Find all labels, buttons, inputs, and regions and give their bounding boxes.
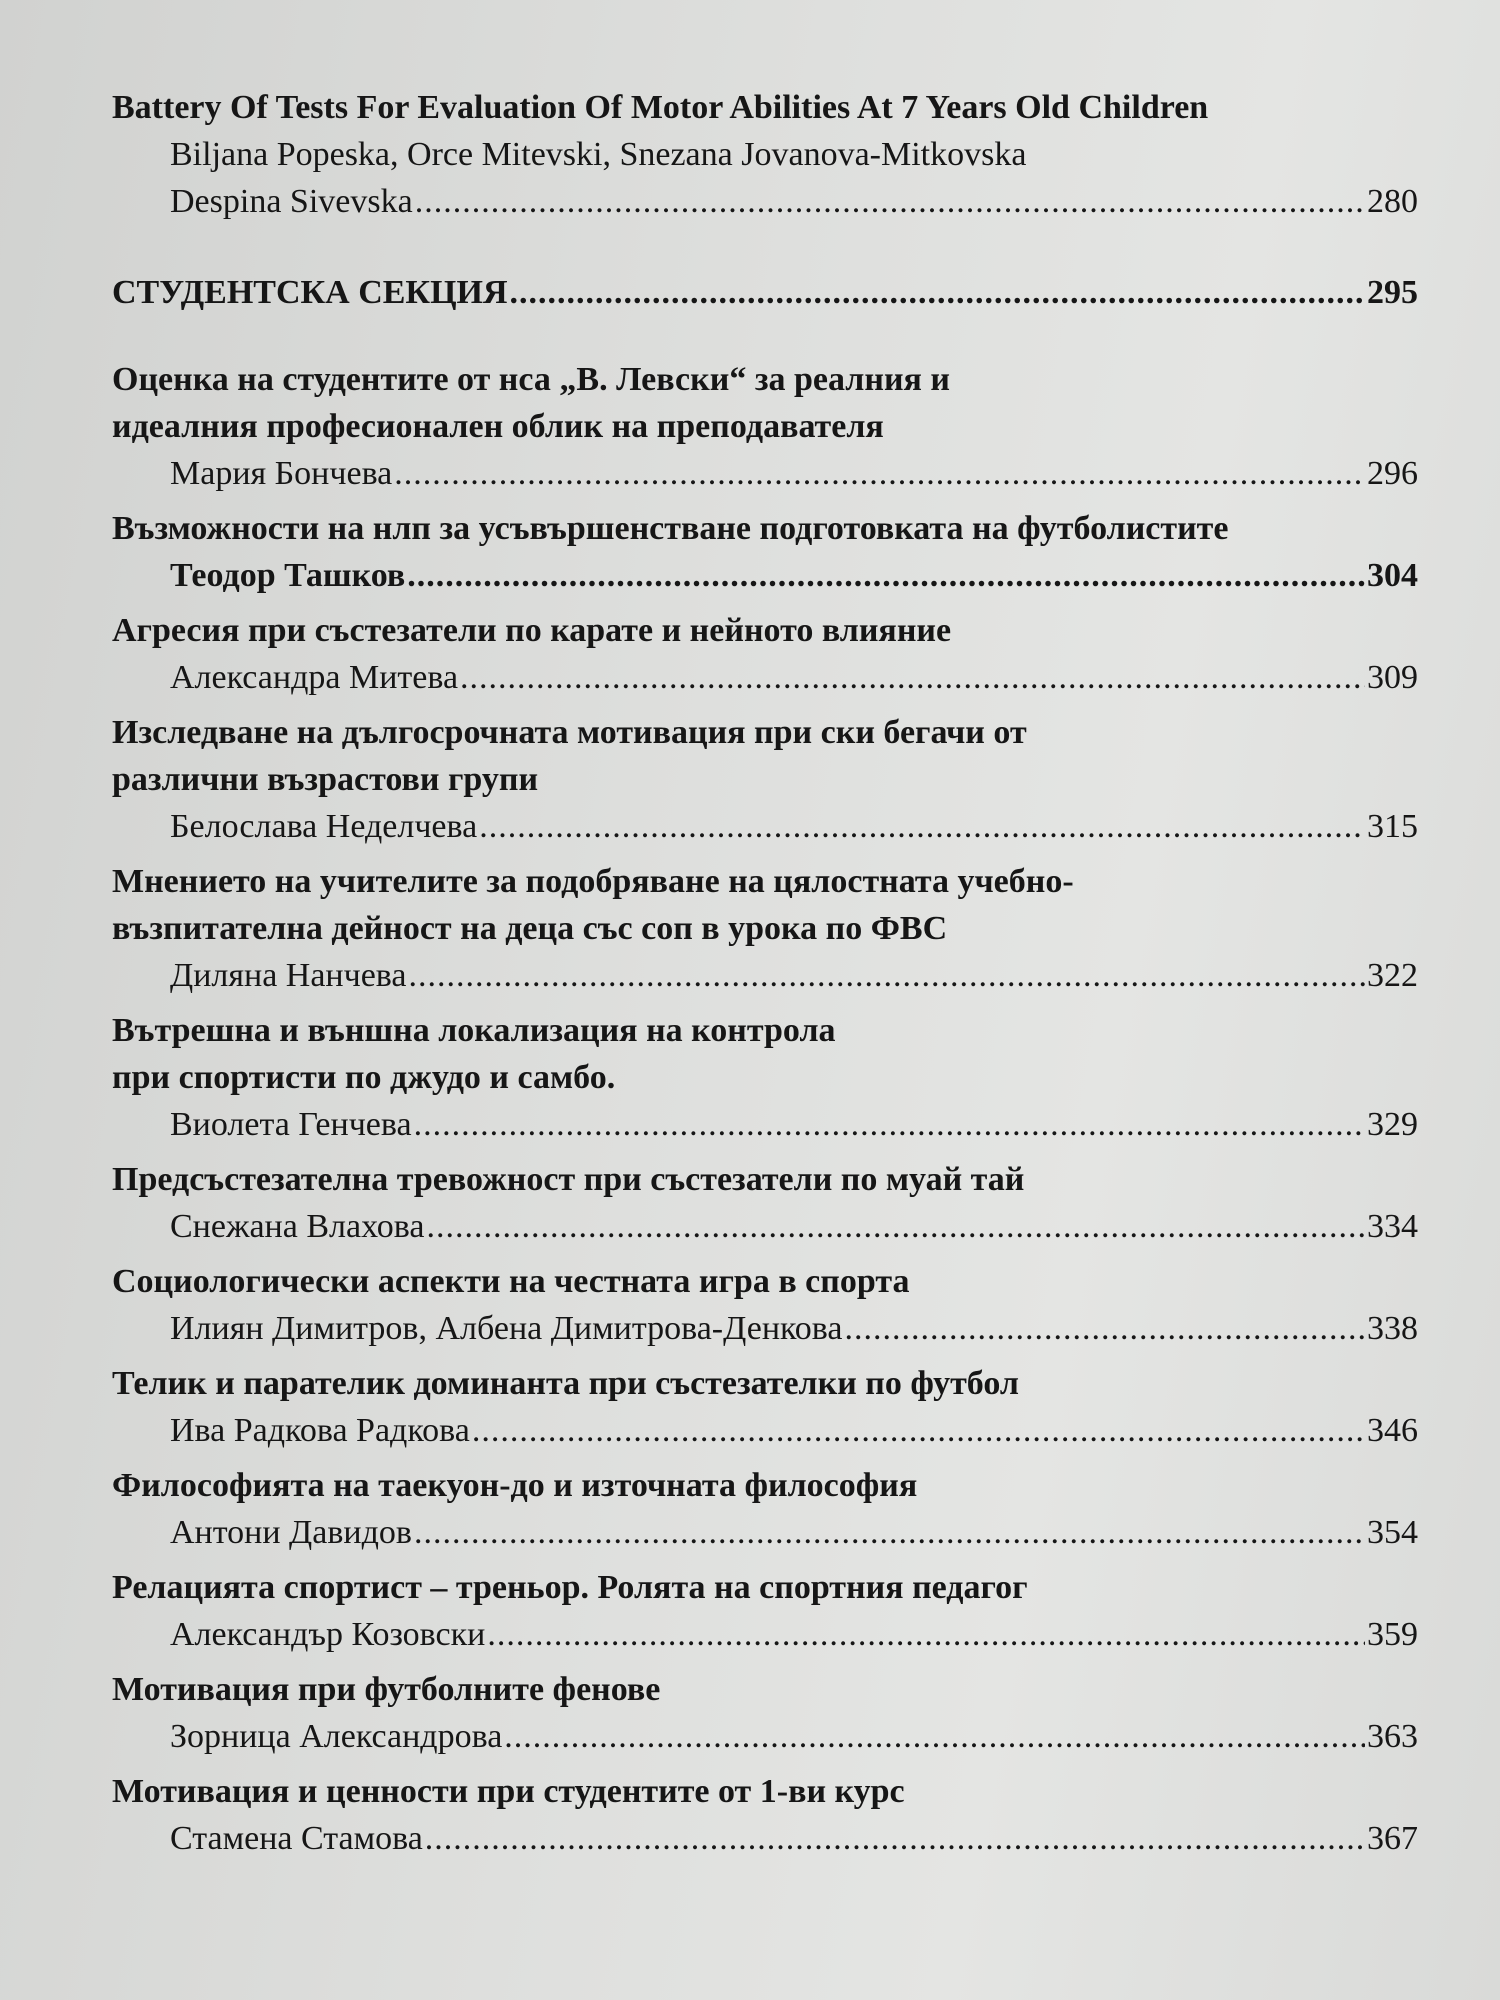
dot-leader [460, 654, 1365, 701]
dot-leader [414, 1101, 1365, 1148]
toc-entry [112, 1462, 1418, 1556]
entry-author-line [112, 552, 1418, 599]
entry-title-continued: възпитателна дейност на деца със соп в урока по ФВС [112, 910, 948, 947]
entry-title: Battery Of Tests For Evaluation Of Motor Abilities At 7 Years Old Children [112, 89, 1209, 126]
entry-title: Мотивация и ценности при студентите от 1-ви курс [112, 1773, 905, 1810]
entry-author-line [112, 1815, 1418, 1862]
toc-entry [112, 84, 1418, 225]
author: Ива Радкова Радкова [170, 1412, 470, 1449]
entry-title: Философията на таекуон-до и източната философия [112, 1467, 918, 1504]
dot-leader [407, 552, 1365, 599]
toc-entry [112, 709, 1418, 850]
entry-author-line [112, 1101, 1418, 1148]
entry-title: Вътрешна и външна локализация на контрола [112, 1012, 836, 1049]
author: Мария Бончева [170, 455, 393, 492]
toc-entry [112, 858, 1418, 999]
page-number: 329 [1367, 1106, 1418, 1143]
page-number: 280 [1367, 183, 1418, 220]
entry-author-line [112, 1611, 1418, 1658]
section-title: СТУДЕНТСКА СЕКЦИЯ [112, 274, 508, 311]
page-number: 315 [1367, 808, 1418, 845]
entry-author-line [112, 450, 1418, 497]
entry-title: Мнението на учителите за подобряване на цялостната учебно- [112, 863, 1074, 900]
author: Диляна Нанчева [170, 957, 407, 994]
entry-title: Агресия при състезатели по карате и нейното влияние [112, 612, 952, 649]
dot-leader [845, 1305, 1366, 1352]
page-number: 359 [1367, 1616, 1418, 1653]
dot-leader [415, 178, 1365, 225]
author: Теодор Ташков [170, 557, 406, 594]
author: Илиян Димитров, Албена Димитрова-Денкова [170, 1310, 843, 1347]
page-number: 309 [1367, 659, 1418, 696]
author: Виолета Генчева [170, 1106, 412, 1143]
toc-entry [112, 1666, 1418, 1760]
author: Снежана Влахова [170, 1208, 425, 1245]
toc-entry [112, 1007, 1418, 1148]
page-number: 363 [1367, 1718, 1418, 1755]
entry-author-line [112, 1203, 1418, 1250]
entry-title: Социологически аспекти на честната игра в спорта [112, 1263, 910, 1300]
author: Антони Давидов [170, 1514, 412, 1551]
section-heading [112, 269, 1418, 316]
toc-entry [112, 1360, 1418, 1454]
dot-leader [504, 1713, 1365, 1760]
entry-title: Изследване на дългосрочната мотивация при ски бегачи от [112, 714, 1027, 751]
dot-leader [479, 803, 1365, 850]
entry-author-line [112, 178, 1418, 225]
page-number: 295 [1367, 274, 1418, 311]
entry-title-continued: идеалния професионален облик на преподавателя [112, 408, 884, 445]
entry-title-continued: различни възрастови групи [112, 761, 539, 798]
dot-leader [409, 952, 1365, 999]
page-number: 322 [1367, 957, 1418, 994]
dot-leader [394, 450, 1365, 497]
entry-title: Предсъстезателна тревожност при състезатели по муай тай [112, 1161, 1025, 1198]
author-line: Biljana Popeska, Orce Mitevski, Snezana Jovanova-Mitkovska [170, 136, 1027, 173]
toc-entry [112, 1258, 1418, 1352]
entry-author-line [112, 654, 1418, 701]
page-number: 346 [1367, 1412, 1418, 1449]
toc-entry [112, 1156, 1418, 1250]
dot-leader [472, 1407, 1365, 1454]
entry-authors [112, 131, 1418, 178]
author: Александър Козовски [170, 1616, 486, 1653]
toc-entry [112, 505, 1418, 599]
entry-title: Мотивация при футболните фенове [112, 1671, 661, 1708]
toc-entry [112, 1768, 1418, 1862]
entry-title: Възможности на нлп за усъвършенстване подготовката на футболистите [112, 510, 1229, 547]
entry-author-line [112, 1509, 1418, 1556]
toc-entry [112, 607, 1418, 701]
author: Александра Митева [170, 659, 459, 696]
page-number: 338 [1367, 1310, 1418, 1347]
dot-leader [510, 269, 1365, 316]
author: Белослава Неделчева [170, 808, 478, 845]
page-number: 367 [1367, 1820, 1418, 1857]
entry-title-continued: при спортисти по джудо и самбо. [112, 1059, 616, 1096]
dot-leader [425, 1815, 1365, 1862]
dot-leader [487, 1611, 1365, 1658]
dot-leader [414, 1509, 1365, 1556]
author-line: Despina Sivevska [170, 183, 413, 220]
page-number: 334 [1367, 1208, 1418, 1245]
entry-title: Телик и парателик доминанта при състезателки по футбол [112, 1365, 1019, 1402]
entry-author-line [112, 1305, 1418, 1352]
page-number: 304 [1367, 557, 1418, 594]
toc-entry [112, 356, 1418, 497]
entry-author-line [112, 803, 1418, 850]
table-of-contents [112, 84, 1418, 1862]
page-number: 296 [1367, 455, 1418, 492]
dot-leader [426, 1203, 1365, 1250]
entry-author-line [112, 952, 1418, 999]
entry-title: Релацията спортист – треньор. Ролята на спортния педагог [112, 1569, 1028, 1606]
toc-entry [112, 1564, 1418, 1658]
entry-author-line [112, 1407, 1418, 1454]
author: Стамена Стамова [170, 1820, 423, 1857]
entry-title: Оценка на студентите от нса „В. Левски“ за реалния и [112, 361, 951, 398]
entry-author-line [112, 1713, 1418, 1760]
author: Зорница Александрова [170, 1718, 503, 1755]
page-number: 354 [1367, 1514, 1418, 1551]
